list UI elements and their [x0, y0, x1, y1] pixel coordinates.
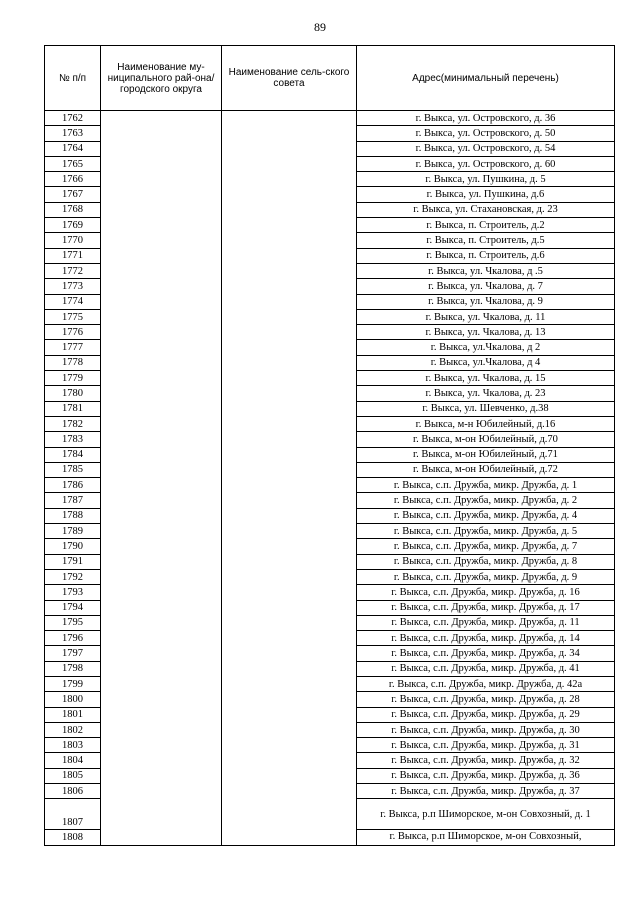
- address-cell: г. Выкса, ул. Чкалова, д. 9: [357, 294, 615, 309]
- address-cell: г. Выкса, с.п. Дружба, микр. Дружба, д. 28: [357, 692, 615, 707]
- address-cell: г. Выкса, ул.Чкалова, д 4: [357, 355, 615, 370]
- address-cell: г. Выкса, п. Строитель, д.5: [357, 233, 615, 248]
- row-number: 1775: [45, 309, 101, 324]
- row-number: 1797: [45, 646, 101, 661]
- address-cell: г. Выкса, ул. Чкалова, д. 7: [357, 279, 615, 294]
- address-cell: г. Выкса, м-он Юбилейный, д.70: [357, 432, 615, 447]
- row-number: 1774: [45, 294, 101, 309]
- row-number: 1762: [45, 111, 101, 126]
- registry-table: [44, 45, 615, 846]
- row-number: 1796: [45, 631, 101, 646]
- address-cell: г. Выкса, ул. Пушкина, д.6: [357, 187, 615, 202]
- row-number: 1786: [45, 478, 101, 493]
- row-number: 1769: [45, 218, 101, 233]
- address-cell: г. Выкса, с.п. Дружба, микр. Дружба, д. 16: [357, 585, 615, 600]
- address-cell: г. Выкса, ул. Чкалова, д. 13: [357, 325, 615, 340]
- row-number: 1785: [45, 462, 101, 477]
- address-cell: г. Выкса, с.п. Дружба, микр. Дружба, д. 31: [357, 738, 615, 753]
- row-number: 1784: [45, 447, 101, 462]
- address-cell: г. Выкса, п. Строитель, д.2: [357, 218, 615, 233]
- row-number: 1781: [45, 401, 101, 416]
- row-number: 1794: [45, 600, 101, 615]
- address-cell: г. Выкса, ул. Островского, д. 60: [357, 156, 615, 171]
- table-body: [45, 111, 615, 846]
- row-number: 1798: [45, 661, 101, 676]
- address-cell: г. Выкса, с.п. Дружба, микр. Дружба, д. 30: [357, 722, 615, 737]
- address-cell: г. Выкса, с.п. Дружба, микр. Дружба, д. 8: [357, 554, 615, 569]
- row-number: 1764: [45, 141, 101, 156]
- row-number: 1772: [45, 263, 101, 278]
- row-number: 1799: [45, 676, 101, 691]
- header-address: Адрес(минимальный перечень): [357, 46, 615, 111]
- row-number: 1800: [45, 692, 101, 707]
- row-number: 1790: [45, 539, 101, 554]
- address-cell: г. Выкса, ул. Чкалова, д. 23: [357, 386, 615, 401]
- row-number: 1768: [45, 202, 101, 217]
- row-number: 1770: [45, 233, 101, 248]
- address-cell: г. Выкса, р.п Шиморское, м-он Совхозный,: [357, 830, 615, 845]
- address-cell: г. Выкса, с.п. Дружба, микр. Дружба, д. 7: [357, 539, 615, 554]
- address-cell: г. Выкса, ул. Островского, д. 54: [357, 141, 615, 156]
- page-number: 89: [314, 20, 326, 34]
- row-number: 1792: [45, 569, 101, 584]
- row-number: 1807: [45, 799, 101, 830]
- row-number: 1795: [45, 615, 101, 630]
- row-number: 1803: [45, 738, 101, 753]
- row-number: 1789: [45, 524, 101, 539]
- row-number: 1780: [45, 386, 101, 401]
- row-number: 1783: [45, 432, 101, 447]
- address-cell: г. Выкса, с.п. Дружба, микр. Дружба, д. 41: [357, 661, 615, 676]
- header-council: Наименование сель-ского совета: [222, 46, 357, 111]
- address-cell: г. Выкса, с.п. Дружба, микр. Дружба, д. 11: [357, 615, 615, 630]
- address-cell: г. Выкса, с.п. Дружба, микр. Дружба, д. 34: [357, 646, 615, 661]
- address-cell: г. Выкса, с.п. Дружба, микр. Дружба, д. 17: [357, 600, 615, 615]
- table-row: [45, 111, 615, 126]
- row-number: 1782: [45, 416, 101, 431]
- row-number: 1793: [45, 585, 101, 600]
- address-cell: г. Выкса, с.п. Дружба, микр. Дружба, д. 29: [357, 707, 615, 722]
- address-cell: г. Выкса, с.п. Дружба, микр. Дружба, д. 37: [357, 784, 615, 799]
- address-cell: г. Выкса, с.п. Дружба, микр. Дружба, д. 14: [357, 631, 615, 646]
- row-number: 1763: [45, 126, 101, 141]
- row-number: 1767: [45, 187, 101, 202]
- row-number: 1802: [45, 722, 101, 737]
- address-cell: г. Выкса, с.п. Дружба, микр. Дружба, д. 1: [357, 478, 615, 493]
- row-number: 1771: [45, 248, 101, 263]
- address-cell: г. Выкса, ул. Пушкина, д. 5: [357, 172, 615, 187]
- address-cell: г. Выкса, ул. Островского, д. 50: [357, 126, 615, 141]
- row-number: 1776: [45, 325, 101, 340]
- row-number: 1808: [45, 830, 101, 845]
- address-cell: г. Выкса, п. Строитель, д.6: [357, 248, 615, 263]
- row-number: 1779: [45, 371, 101, 386]
- municipality-cell: [101, 111, 222, 846]
- header-number: № п/п: [45, 46, 101, 111]
- address-cell: г. Выкса, с.п. Дружба, микр. Дружба, д. 42а: [357, 676, 615, 691]
- address-cell: г. Выкса, ул. Чкалова, д .5: [357, 263, 615, 278]
- table-header-row: [45, 46, 615, 111]
- council-cell: [222, 111, 357, 846]
- address-cell: г. Выкса, ул. Шевченко, д.38: [357, 401, 615, 416]
- row-number: 1787: [45, 493, 101, 508]
- address-cell: г. Выкса, с.п. Дружба, микр. Дружба, д. 5: [357, 524, 615, 539]
- address-cell: г. Выкса, ул. Стахановская, д. 23: [357, 202, 615, 217]
- row-number: 1804: [45, 753, 101, 768]
- address-cell: г. Выкса, с.п. Дружба, микр. Дружба, д. 36: [357, 768, 615, 783]
- address-cell: г. Выкса, с.п. Дружба, микр. Дружба, д. 2: [357, 493, 615, 508]
- row-number: 1773: [45, 279, 101, 294]
- row-number: 1788: [45, 508, 101, 523]
- address-cell: г. Выкса, р.п Шиморское, м-он Совхозный, д. 1: [357, 799, 615, 830]
- row-number: 1806: [45, 784, 101, 799]
- address-cell: г. Выкса, м-он Юбилейный, д.71: [357, 447, 615, 462]
- row-number: 1791: [45, 554, 101, 569]
- address-cell: г. Выкса, с.п. Дружба, микр. Дружба, д. 32: [357, 753, 615, 768]
- row-number: 1766: [45, 172, 101, 187]
- address-cell: г. Выкса, ул. Чкалова, д. 15: [357, 371, 615, 386]
- row-number: 1778: [45, 355, 101, 370]
- address-cell: г. Выкса, с.п. Дружба, микр. Дружба, д. 9: [357, 569, 615, 584]
- row-number: 1801: [45, 707, 101, 722]
- row-number: 1805: [45, 768, 101, 783]
- address-cell: г. Выкса, м-н Юбилейный, д.16: [357, 416, 615, 431]
- row-number: 1765: [45, 156, 101, 171]
- address-cell: г. Выкса, ул. Островского, д. 36: [357, 111, 615, 126]
- header-municipality: Наименование му-ниципального рай-она/ городского округа: [101, 46, 222, 111]
- address-cell: г. Выкса, м-он Юбилейный, д.72: [357, 462, 615, 477]
- address-cell: г. Выкса, ул.Чкалова, д 2: [357, 340, 615, 355]
- row-number: 1777: [45, 340, 101, 355]
- address-cell: г. Выкса, ул. Чкалова, д. 11: [357, 309, 615, 324]
- address-cell: г. Выкса, с.п. Дружба, микр. Дружба, д. 4: [357, 508, 615, 523]
